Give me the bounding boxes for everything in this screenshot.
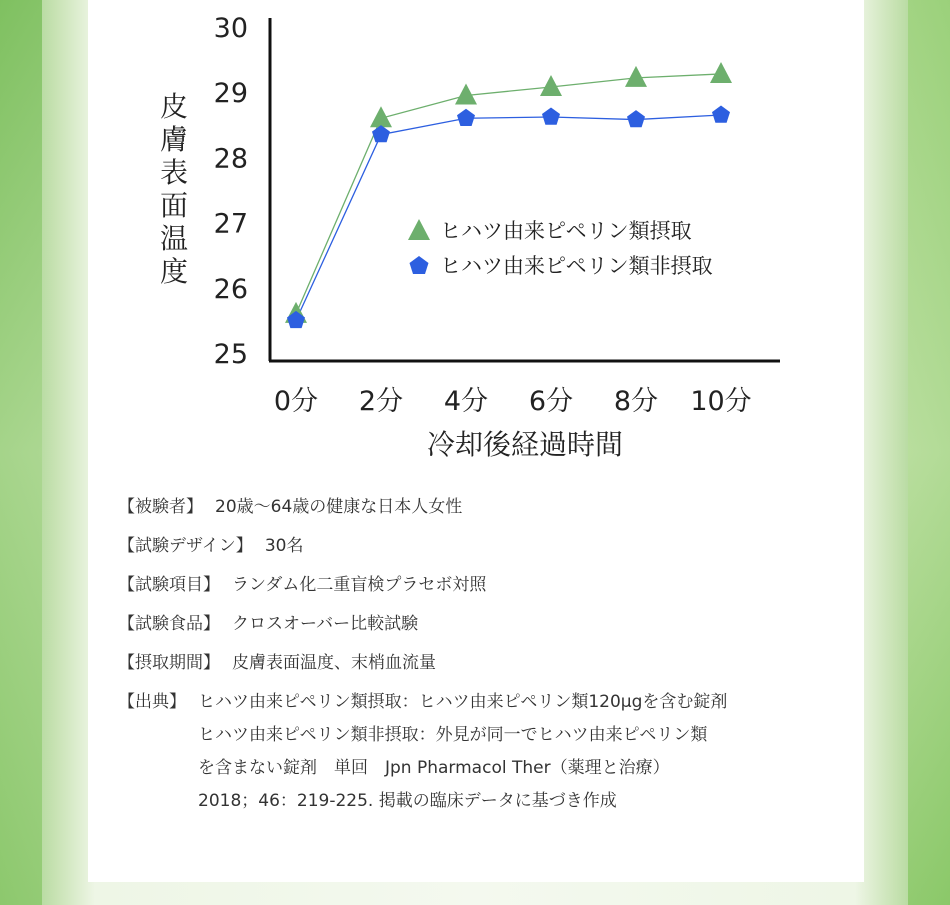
legend-label-series-2: ヒハツ由来ピペリン類非摂取 — [440, 254, 713, 278]
series-1-point — [710, 62, 732, 83]
y-axis-label-char: 面 — [159, 189, 189, 222]
y-axis-label-char: 膚 — [159, 123, 189, 156]
y-tick-label: 26 — [213, 273, 248, 305]
y-tick-labels — [214, 13, 248, 370]
series-1-point — [455, 83, 477, 104]
x-tick-label: 0分 — [273, 386, 319, 417]
series-line-2 — [296, 115, 721, 320]
series-2-point — [712, 106, 730, 123]
info-value: 20歳〜64歳の健康な日本人女性 — [215, 497, 463, 517]
source-text — [198, 686, 838, 818]
x-tick-label: 2分 — [358, 386, 404, 417]
info-key: 【試験デザイン】 — [118, 536, 253, 556]
series-lines — [296, 74, 721, 320]
legend-triangle-marker — [408, 219, 430, 240]
legend-pentagon-marker — [410, 256, 429, 274]
y-axis-label — [160, 90, 188, 288]
info-key: 【試験食品】 — [118, 614, 220, 634]
info-key: 【摂取期間】 — [118, 653, 220, 673]
y-axis-label-char: 度 — [159, 255, 189, 288]
x-tick-label: 6分 — [528, 386, 574, 417]
x-tick-labels — [274, 386, 752, 417]
series-2-point — [627, 110, 645, 127]
source-line: ヒハツ由来ピペリン類非摂取：外見が同一でヒハツ由来ピペリン類 — [198, 725, 708, 745]
chart-legend — [408, 219, 713, 278]
y-axis-label-char: 皮 — [159, 90, 189, 123]
y-tick-label: 27 — [213, 208, 248, 240]
x-tick-label: 4分 — [443, 386, 489, 417]
source-line: 2018；46：219-225. 掲載の臨床データに基づき作成 — [198, 791, 617, 811]
source-line: ヒハツ由来ピペリン類摂取：ヒハツ由来ピペリン類120μgを含む錠剤 — [198, 692, 728, 712]
y-tick-label: 25 — [213, 339, 248, 370]
info-row-items — [118, 572, 838, 598]
info-value: クロスオーバー比較試験 — [232, 614, 419, 634]
info-value: ランダム化二重盲検プラセボ対照 — [232, 575, 487, 595]
y-tick-label: 30 — [213, 13, 248, 44]
x-tick-label: 8分 — [613, 386, 659, 417]
info-key: 【被験者】 — [118, 497, 203, 517]
source-line: を含まない錠剤 単回 Jpn Pharmacol Ther（薬理と治療） — [198, 758, 670, 778]
info-row-source — [118, 689, 838, 818]
info-key: 【試験項目】 — [118, 575, 220, 595]
series-2-point — [372, 125, 390, 142]
series-2-point — [542, 108, 560, 125]
legend-label-series-1: ヒハツ由来ピペリン類摂取 — [440, 219, 692, 243]
info-value: 30名 — [264, 536, 304, 556]
info-row-design — [118, 533, 838, 559]
y-axis-label-char: 温 — [159, 222, 189, 255]
y-tick-label: 29 — [213, 78, 248, 110]
x-axis-label: 冷却後経過時間 — [426, 428, 624, 461]
x-tick-label: 10分 — [690, 386, 752, 417]
series-2-point — [457, 109, 475, 126]
series-1-point — [540, 75, 562, 96]
info-key: 【出典】 — [118, 692, 186, 712]
series-1-point — [625, 66, 647, 87]
info-row-period — [118, 650, 838, 676]
info-value: 皮膚表面温度、末梢血流量 — [232, 653, 436, 673]
series-2-point — [287, 311, 305, 328]
info-row-food — [118, 611, 838, 637]
chart-axes — [269, 18, 780, 361]
y-axis-label-char: 表 — [159, 156, 189, 189]
info-row-subjects — [118, 494, 838, 520]
y-tick-label: 28 — [213, 143, 248, 175]
series-markers — [285, 62, 732, 328]
study-info — [118, 494, 838, 831]
